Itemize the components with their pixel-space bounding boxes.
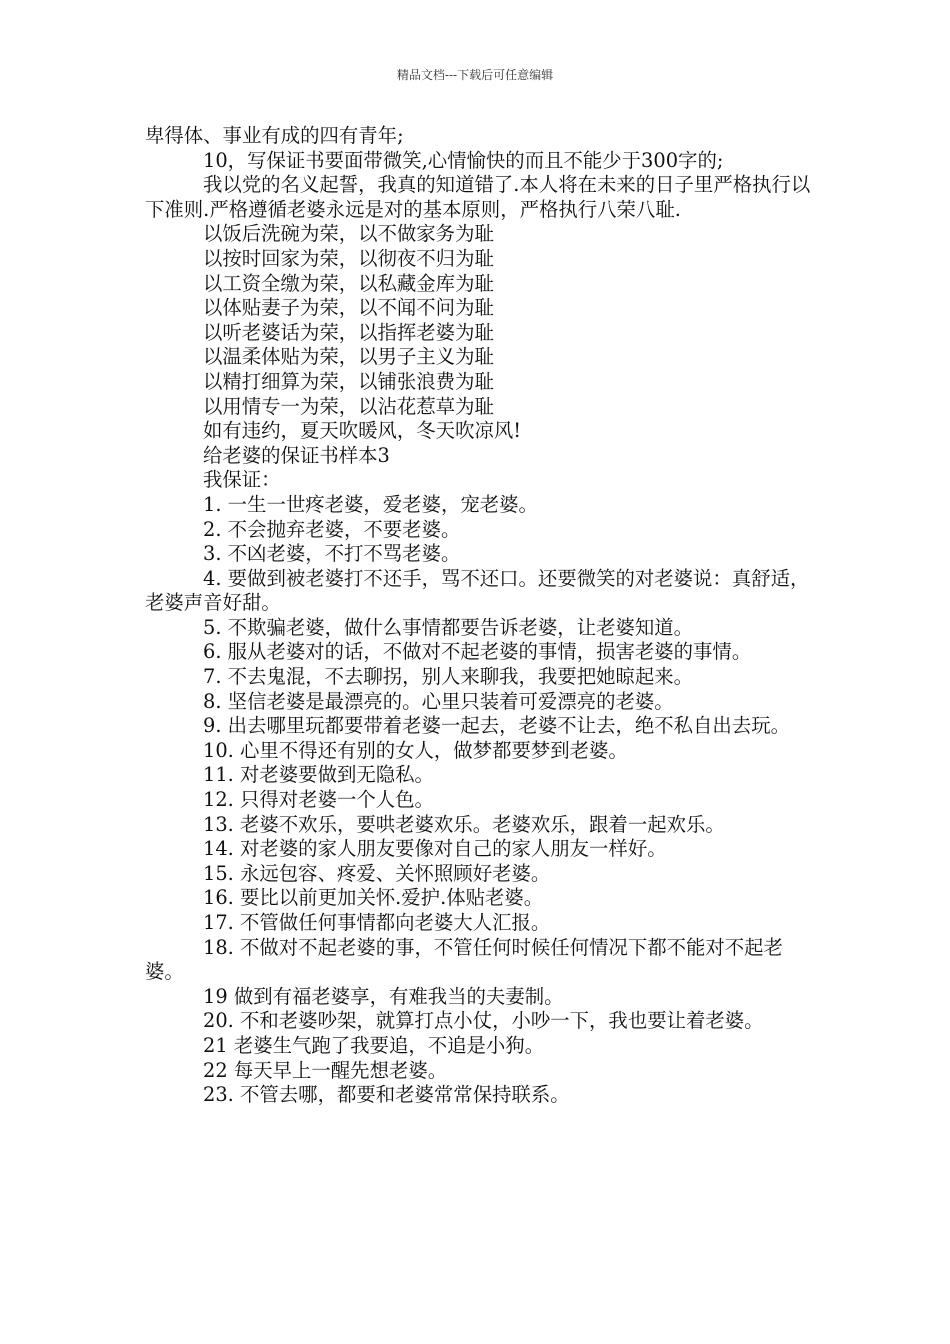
- list-item: 19 做到有福老婆享，有难我当的夫妻制。: [203, 984, 564, 1008]
- list-item: 9. 出去哪里玩都要带着老婆一起去，老婆不让去，绝不私自出去玩。: [203, 714, 790, 738]
- paragraph: 以按时回家为荣，以彻夜不归为耻: [203, 246, 494, 270]
- list-item: 20. 不和老婆吵架，就算打点小仗，小吵一下，我也要让着老婆。: [203, 1009, 764, 1033]
- list-item: 22 每天早上一醒先想老婆。: [203, 1058, 448, 1082]
- list-item: 3. 不凶老婆，不打不骂老婆。: [203, 542, 461, 566]
- list-item: 5. 不欺骗老婆，做什么事情都要告诉老婆，让老婆知道。: [203, 615, 694, 639]
- page-header: 精品文档---下载后可任意编辑: [396, 68, 554, 82]
- list-item: 14. 对老婆的家人朋友要像对自己的家人朋友一样好。: [203, 837, 667, 861]
- list-item: 11. 对老婆要做到无隐私。: [203, 763, 434, 787]
- list-item: 6. 服从老婆对的话，不做对不起老婆的事情，损害老婆的事情。: [203, 640, 752, 664]
- document-body: [145, 124, 817, 1108]
- paragraph: 10，写保证书要面带微笑,心情愉快的而且不能少于300字的;: [203, 148, 724, 172]
- list-item: 17. 不管做任何事情都向老婆大人汇报。: [203, 911, 551, 934]
- list-item: 1. 一生一世疼老婆，爱老婆，宠老婆。: [203, 492, 538, 516]
- paragraph: 以温柔体贴为荣，以男子主义为耻: [203, 345, 494, 369]
- paragraph: 以听老婆话为荣，以指挥老婆为耻: [203, 320, 494, 344]
- list-item: 13. 老婆不欢乐，要哄老婆欢乐。老婆欢乐，跟着一起欢乐。: [203, 812, 725, 836]
- paragraph: 以体贴妻子为荣，以不闻不问为耻: [203, 296, 494, 320]
- paragraph: 如有违约，夏天吹暖风，冬天吹凉风!: [203, 419, 522, 443]
- list-item: 16. 要比以前更加关怀.爱护.体贴老婆。: [203, 886, 544, 910]
- list-item: 21 老婆生气跑了我要追，不追是小狗。: [203, 1033, 545, 1057]
- paragraph: 以饭后洗碗为荣，以不做家务为耻: [203, 222, 494, 246]
- paragraph: 以用情专一为荣，以沾花惹草为耻: [203, 394, 494, 418]
- paragraph: 我保证：: [203, 468, 281, 492]
- list-item: 15. 永远包容、疼爱、关怀照顾好老婆。: [203, 861, 551, 885]
- section-title: 给老婆的保证书样本3: [203, 443, 390, 467]
- list-item: 23. 不管去哪，都要和老婆常常保持联系。: [203, 1083, 570, 1107]
- list-item: 7. 不去鬼混，不去聊拐，别人来聊我，我要把她晾起来。: [203, 665, 694, 689]
- list-item: 2. 不会抛弃老婆，不要老婆。: [203, 517, 461, 541]
- paragraph: 以工资全缴为荣，以私藏金库为耻: [203, 271, 494, 295]
- list-item: 12. 只得对老婆一个人色。: [203, 788, 434, 812]
- list-item: 10. 心里不得还有别的女人，做梦都要梦到老婆。: [203, 738, 628, 762]
- paragraph: 我以党的名义起誓，我真的知道错了.本人将在未来的日子里严格执行以下准则.严格遵循老婆永远是对的基本原则，严格执行八荣八耻.: [145, 173, 811, 221]
- list-item: 4. 要做到被老婆打不还手，骂不还口。还要微笑的对老婆说：真舒适，老婆声音好甜。: [145, 566, 810, 615]
- list-item: 18. 不做对不起老婆的事，不管任何时候任何情况下都不能对不起老婆。: [145, 935, 783, 984]
- list-item: 8. 坚信老婆是最漂亮的。心里只装着可爱漂亮的老婆。: [203, 689, 674, 713]
- paragraph: 卑得体、事业有成的四有青年;: [145, 124, 404, 147]
- paragraph: 以精打细算为荣，以铺张浪费为耻: [203, 369, 494, 393]
